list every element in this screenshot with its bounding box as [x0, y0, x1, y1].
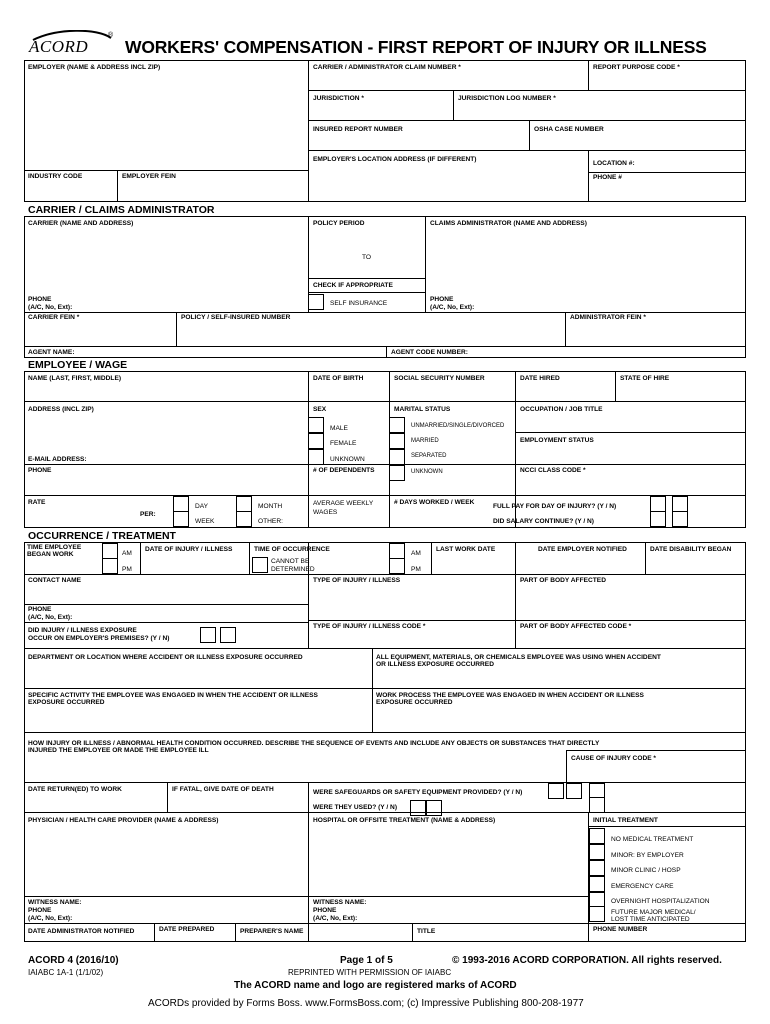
marital-unknown-checkbox[interactable] — [389, 465, 405, 481]
iaiabc-number: IAIABC 1A-1 (1/1/02) — [28, 968, 104, 977]
salary-continue-n-box[interactable] — [672, 511, 688, 527]
rate-month-label: MONTH — [258, 503, 283, 510]
carrier-section-title: CARRIER / CLAIMS ADMINISTRATOR — [28, 204, 215, 216]
marital-separated-checkbox[interactable] — [389, 449, 405, 465]
agent-code-label: AGENT CODE NUMBER: — [391, 349, 468, 356]
type-injury-label: TYPE OF INJURY / ILLNESS — [313, 577, 401, 584]
body-code-label: PART OF BODY AFFECTED CODE * — [520, 623, 632, 630]
physician-label: PHYSICIAN / HEALTH CARE PROVIDER (NAME & ADDRESS) — [28, 817, 219, 824]
carrier-fein-label: CARRIER FEIN * — [28, 314, 80, 321]
jurisdiction-label: JURISDICTION * — [313, 95, 364, 102]
treatment-clinic-checkbox[interactable] — [589, 860, 605, 876]
marital-unmarried-checkbox[interactable] — [389, 417, 405, 433]
date-injury-label: DATE OF INJURY / ILLNESS — [145, 546, 233, 553]
policy-period-label: POLICY PERIOD — [313, 220, 365, 227]
date-notified-label: DATE EMPLOYER NOTIFIED — [538, 546, 627, 553]
treatment-future-label-1: FUTURE MAJOR MEDICAL/ — [611, 909, 696, 916]
sex-unknown-checkbox[interactable] — [308, 449, 324, 465]
employee-section — [24, 371, 746, 528]
admin-phone-label: PHONE — [430, 296, 454, 303]
rate-day-checkbox[interactable] — [173, 496, 189, 512]
treatment-future-checkbox[interactable] — [589, 906, 605, 922]
admin-phone-format: (A/C, No, Ext): — [430, 304, 475, 311]
salary-continue-y-box[interactable] — [650, 511, 666, 527]
occupation-label: OCCUPATION / JOB TITLE — [520, 406, 603, 413]
determined-label: DETERMINED — [271, 566, 315, 573]
began-am-checkbox[interactable] — [102, 543, 118, 559]
premises-label-2: OCCUR ON EMPLOYER'S PREMISES? (Y / N) — [28, 635, 170, 642]
equipment-label-2: OR ILLNESS EXPOSURE OCCURRED — [376, 661, 494, 668]
carrier-phone-format: (A/C, No, Ext): — [28, 304, 73, 311]
began-pm-checkbox[interactable] — [102, 558, 118, 574]
reprinted-notice: REPRINTED WITH PERMISSION OF IAIABC — [288, 968, 452, 977]
wages-label: WAGES — [313, 509, 338, 516]
claims-admin-label: CLAIMS ADMINISTRATOR (NAME AND ADDRESS) — [430, 220, 587, 227]
cannot-be-label: CANNOT BE — [271, 558, 310, 565]
page-number: Page 1 of 5 — [340, 955, 393, 966]
cause-code-label: CAUSE OF INJURY CODE * — [571, 755, 657, 762]
days-worked-label: # DAYS WORKED / WEEK — [394, 499, 475, 506]
process-label-1: WORK PROCESS THE EMPLOYEE WAS ENGAGED IN WHEN ACCIDENT OR ILLNESS — [376, 692, 644, 699]
contact-phone-format: (A/C, No, Ext): — [28, 614, 73, 621]
self-insurance-checkbox[interactable] — [308, 294, 324, 310]
ssn-label: SOCIAL SECURITY NUMBER — [394, 375, 485, 382]
last-work-date-label: LAST WORK DATE — [436, 546, 496, 553]
hospital-label: HOSPITAL OR OFFSITE TREATMENT (NAME & ADDRESS) — [313, 817, 496, 824]
avg-weekly-label: AVERAGE WEEKLY — [313, 500, 374, 507]
logo-text: ACORD — [29, 37, 89, 56]
email-label: E-MAIL ADDRESS: — [28, 456, 87, 463]
rate-other-checkbox[interactable] — [236, 511, 252, 527]
marital-unmarried-label: UNMARRIED/SINGLE/DIVORCED — [411, 423, 505, 429]
report-purpose-label: REPORT PURPOSE CODE * — [593, 64, 680, 71]
sex-female-checkbox[interactable] — [308, 433, 324, 449]
how-occurred-label-2: INJURED THE EMPLOYEE OR MADE THE EMPLOYEE ILL — [28, 747, 209, 754]
witness-2-phone-format: (A/C, No, Ext): — [313, 915, 358, 922]
preparer-title-label: TITLE — [417, 928, 436, 935]
per-label: PER: — [140, 511, 156, 518]
department-label: DEPARTMENT OR LOCATION WHERE ACCIDENT OR ILLNESS EXPOSURE OCCURRED — [28, 654, 303, 661]
admin-fein-label: ADMINISTRATOR FEIN * — [570, 314, 646, 321]
osha-label: OSHA CASE NUMBER — [534, 126, 604, 133]
carrier-name-label: CARRIER (NAME AND ADDRESS) — [28, 220, 134, 227]
provider-notice: ACORDs provided by Forms Boss. www.FormsBoss.com; (c) Impressive Publishing 800-208-1977 — [148, 998, 584, 1009]
began-am-label: AM — [122, 550, 132, 557]
witness-2-phone-label: PHONE — [313, 907, 337, 914]
premises-y-box[interactable] — [200, 627, 216, 643]
employer-name-address-label: EMPLOYER (NAME & ADDRESS INCL ZIP) — [28, 64, 161, 71]
rate-month-checkbox[interactable] — [236, 496, 252, 512]
sex-female-label: FEMALE — [330, 440, 357, 447]
employee-phone-label: PHONE — [28, 467, 52, 474]
claim-number-label: CARRIER / ADMINISTRATOR CLAIM NUMBER * — [313, 64, 461, 71]
employee-section-title: EMPLOYEE / WAGE — [28, 359, 128, 371]
witness-1-label: WITNESS NAME: — [28, 899, 82, 906]
sex-unknown-label: UNKNOWN — [330, 456, 365, 463]
self-insurance-label: SELF INSURANCE — [330, 300, 388, 307]
date-hired-label: DATE HIRED — [520, 375, 560, 382]
treatment-none-label: NO MEDICAL TREATMENT — [611, 836, 694, 843]
sex-label: SEX — [313, 406, 327, 413]
began-work-label: BEGAN WORK — [27, 551, 74, 558]
treatment-emergency-label: EMERGENCY CARE — [611, 883, 674, 890]
policy-to-label: TO — [362, 254, 372, 261]
occurrence-pm-checkbox[interactable] — [389, 558, 405, 574]
rate-label: RATE — [28, 499, 46, 506]
employment-status-label: EMPLOYMENT STATUS — [520, 437, 594, 444]
used-n-box[interactable] — [426, 800, 442, 816]
full-pay-n-box[interactable] — [672, 496, 688, 512]
type-code-label: TYPE OF INJURY / ILLNESS CODE * — [313, 623, 426, 630]
ncci-code-label: NCCI CLASS CODE * — [520, 467, 586, 474]
witness-1-phone-label: PHONE — [28, 907, 52, 914]
premises-n-box[interactable] — [220, 627, 236, 643]
rate-week-checkbox[interactable] — [173, 511, 189, 527]
witness-1-phone-format: (A/C, No, Ext): — [28, 915, 73, 922]
treatment-employer-label: MINOR: BY EMPLOYER — [611, 852, 684, 859]
policy-number-label: POLICY / SELF-INSURED NUMBER — [181, 314, 291, 321]
body-part-label: PART OF BODY AFFECTED — [520, 577, 606, 584]
form-title: WORKERS' COMPENSATION - FIRST REPORT OF INJURY OR ILLNESS — [125, 37, 707, 57]
insured-report-label: INSURED REPORT NUMBER — [313, 126, 403, 133]
employee-name-label: NAME (LAST, FIRST, MIDDLE) — [28, 375, 122, 382]
admin-notified-label: DATE ADMINISTRATOR NOTIFIED — [28, 928, 135, 935]
marital-married-label: MARRIED — [411, 438, 439, 444]
employee-address-label: ADDRESS (INCL ZIP) — [28, 406, 94, 413]
rate-other-label: OTHER: — [258, 518, 283, 525]
dob-label: DATE OF BIRTH — [313, 375, 364, 382]
treatment-clinic-label: MINOR CLINIC / HOSP — [611, 867, 681, 874]
process-label-2: EXPOSURE OCCURRED — [376, 699, 453, 706]
safeguards-y-box[interactable] — [548, 783, 564, 799]
treatment-emergency-checkbox[interactable] — [589, 876, 605, 892]
marital-unknown-label: UNKNOWN — [411, 469, 443, 475]
jurisdiction-log-label: JURISDICTION LOG NUMBER * — [458, 95, 556, 102]
logo-registered-mark: ® — [108, 32, 114, 39]
preparer-name-label: PREPARER'S NAME — [240, 928, 304, 935]
safeguards-label: WERE SAFEGUARDS OR SAFETY EQUIPMENT PROVIDED? (Y / N) — [313, 789, 523, 796]
occurrence-am-label: AM — [411, 550, 421, 557]
time-occurrence-label: TIME OF OCCURRENCE — [254, 546, 330, 553]
agent-name-label: AGENT NAME: — [28, 349, 75, 356]
began-pm-label: PM — [122, 566, 132, 573]
marital-status-label: MARITAL STATUS — [394, 406, 451, 413]
equipment-label-1: ALL EQUIPMENT, MATERIALS, OR CHEMICALS EMPLOYEE WAS USING WHEN ACCIDENT — [376, 654, 661, 661]
safeguards-n-box[interactable] — [566, 783, 582, 799]
contact-name-label: CONTACT NAME — [28, 577, 81, 584]
date-death-label: IF FATAL, GIVE DATE OF DEATH — [172, 786, 274, 793]
treatment-extra-box-2[interactable] — [589, 797, 605, 813]
carrier-phone-label: PHONE — [28, 296, 52, 303]
treatment-none-checkbox[interactable] — [589, 828, 605, 844]
treatment-future-label-2: LOST TIME ANTICIPATED — [611, 916, 690, 923]
form-number: ACORD 4 (2016/10) — [28, 955, 119, 966]
registered-marks: The ACORD name and logo are registered marks of ACORD — [234, 980, 517, 991]
rate-week-label: WEEK — [195, 518, 215, 525]
dependents-label: # OF DEPENDENTS — [313, 467, 375, 474]
treatment-overnight-label: OVERNIGHT HOSPITALIZATION — [611, 898, 710, 905]
initial-treatment-label: INITIAL TREATMENT — [593, 817, 658, 824]
occurrence-pm-label: PM — [411, 566, 421, 573]
date-disability-label: DATE DISABILITY BEGAN — [650, 546, 732, 553]
date-prepared-label: DATE PREPARED — [159, 926, 215, 933]
full-pay-y-box[interactable] — [650, 496, 666, 512]
premises-label-1: DID INJURY / ILLNESS EXPOSURE — [28, 627, 137, 634]
time-began-label: TIME EMPLOYEE — [27, 544, 82, 551]
cannot-determine-checkbox[interactable] — [252, 557, 268, 573]
used-y-box[interactable] — [410, 800, 426, 816]
check-appropriate-label: CHECK IF APPROPRIATE — [313, 282, 393, 289]
location-number-label: LOCATION #: — [593, 160, 635, 167]
salary-continue-label: DID SALARY CONTINUE? (Y / N) — [493, 518, 594, 525]
location-address-label: EMPLOYER'S LOCATION ADDRESS (IF DIFFERENT) — [313, 156, 477, 163]
sex-male-label: MALE — [330, 425, 348, 432]
copyright: © 1993-2016 ACORD CORPORATION. All rights reserved. — [452, 955, 722, 966]
used-label: WERE THEY USED? (Y / N) — [313, 804, 398, 811]
witness-2-label: WITNESS NAME: — [313, 899, 367, 906]
contact-phone-label: PHONE — [28, 606, 52, 613]
marital-separated-label: SEPARATED — [411, 453, 447, 459]
employer-phone-label: PHONE # — [593, 174, 622, 181]
treatment-employer-checkbox[interactable] — [589, 844, 605, 860]
date-returned-label: DATE RETURN(ED) TO WORK — [28, 786, 122, 793]
preparer-phone-label: PHONE NUMBER — [593, 926, 648, 933]
occurrence-section-title: OCCURRENCE / TREATMENT — [28, 530, 176, 542]
marital-married-checkbox[interactable] — [389, 433, 405, 449]
how-occurred-label-1: HOW INJURY OR ILLNESS / ABNORMAL HEALTH CONDITION OCCURRED. DESCRIBE THE SEQUENCE OF EVENTS AND INCLUDE ANY OBJECTS OR SUBSTANCES THAT DIRECTLY — [28, 740, 600, 747]
activity-label-2: EXPOSURE OCCURRED — [28, 699, 105, 706]
rate-day-label: DAY — [195, 503, 209, 510]
sex-male-checkbox[interactable] — [308, 417, 324, 433]
full-pay-label: FULL PAY FOR DAY OF INJURY? (Y / N) — [493, 503, 617, 510]
activity-label-1: SPECIFIC ACTIVITY THE EMPLOYEE WAS ENGAGED IN WHEN THE ACCIDENT OR ILLNESS — [28, 692, 318, 699]
occurrence-am-checkbox[interactable] — [389, 543, 405, 559]
state-hire-label: STATE OF HIRE — [620, 375, 670, 382]
employer-fein-label: EMPLOYER FEIN — [122, 173, 176, 180]
industry-code-label: INDUSTRY CODE — [28, 173, 83, 180]
